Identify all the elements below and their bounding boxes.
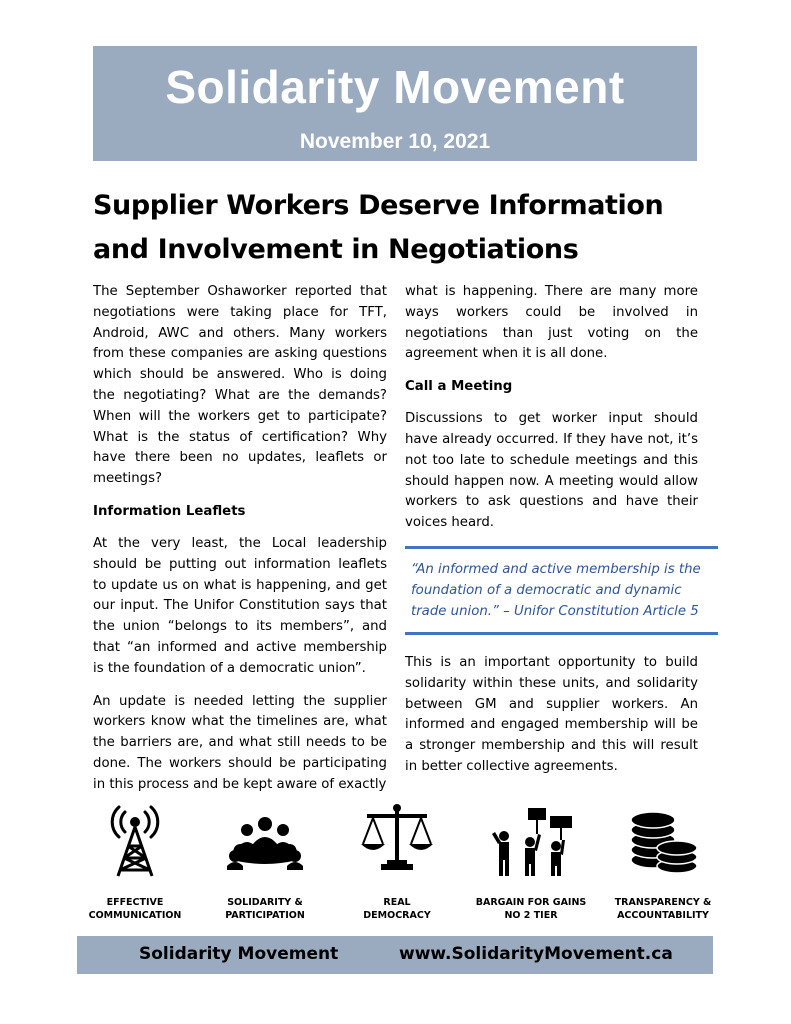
footer-website: www.SolidarityMovement.ca xyxy=(399,944,673,964)
icon-label: REAL DEMOCRACY xyxy=(363,897,431,921)
footer-banner xyxy=(77,936,713,974)
icon-item-democracy xyxy=(332,800,462,880)
icon-label: TRANSPARENCY & ACCOUNTABILITY xyxy=(614,897,712,921)
group-meeting-icon xyxy=(225,800,305,880)
paragraph: what is happening. There are many more ways workers could be involved in negotiations than just voting on the agreement when it is all done. xyxy=(405,284,698,362)
coin-stacks-icon xyxy=(623,800,703,880)
icon-label: SOLIDARITY & PARTICIPATION xyxy=(225,897,305,921)
article-headline: Supplier Workers Deserve Information and Involvement in Negotiations xyxy=(93,190,664,265)
masthead-title: Solidarity Movement xyxy=(165,61,625,113)
icon-label: BARGAIN FOR GAINS NO 2 TIER xyxy=(475,897,587,921)
icon-item-bargain xyxy=(466,800,596,880)
issue-date: November 10, 2021 xyxy=(299,130,491,153)
radio-tower-icon xyxy=(100,800,170,880)
left-column xyxy=(93,282,387,808)
icon-item-communication xyxy=(70,800,200,880)
paragraph: Discussions to get worker input should have already occurred. If they have not, it’s not too late to schedule meetings and this should happen now. A meeting would allow workers to ask questions and have their voices heard. xyxy=(405,411,698,531)
section-heading: Call a Meeting xyxy=(405,379,513,395)
paragraph: An update is needed letting the supplier workers know what the timelines are, what the barriers are, and what still needs to be done. The workers should be participating in this process and be kept aware of exactly xyxy=(93,693,387,792)
icon-item-solidarity xyxy=(200,800,330,880)
protest-signs-icon xyxy=(488,800,574,880)
section-heading: Information Leaflets xyxy=(93,503,246,519)
paragraph: At the very least, the Local leadership should be putting out information leaflets to update us on what is happening, and get our input. The Unifor Constitution says that the union “belongs to its members”, and that “an informed and active membership is the foundation of a democratic union”. xyxy=(93,535,387,676)
scales-icon xyxy=(357,800,437,880)
icon-item-transparency xyxy=(598,800,728,880)
masthead-banner xyxy=(93,46,697,161)
paragraph: The September Oshaworker reported that negotiations were taking place for TFT, Android, AWC and others. Many workers from these companies are asking questions which should be answered. Who is doing the negotiating? What are the demands? When will the workers get to participate? What is the status of certification? Why have there been no updates, leaflets or meetings? xyxy=(93,284,387,487)
pull-quote: “An informed and active membership is the foundation of a democratic and dynamic trade union.” – Unifor Constitution Article 5 xyxy=(405,546,718,635)
icon-label: EFFECTIVE COMMUNICATION xyxy=(88,897,182,921)
footer-org-name: Solidarity Movement xyxy=(139,944,339,964)
paragraph: This is an important opportunity to build solidarity within these units, and solidarity between GM and supplier workers. An informed and engaged membership will be a stronger membership and this will result in better collective agreements. xyxy=(405,654,698,774)
values-icon-row xyxy=(70,800,730,930)
right-column xyxy=(405,282,701,790)
